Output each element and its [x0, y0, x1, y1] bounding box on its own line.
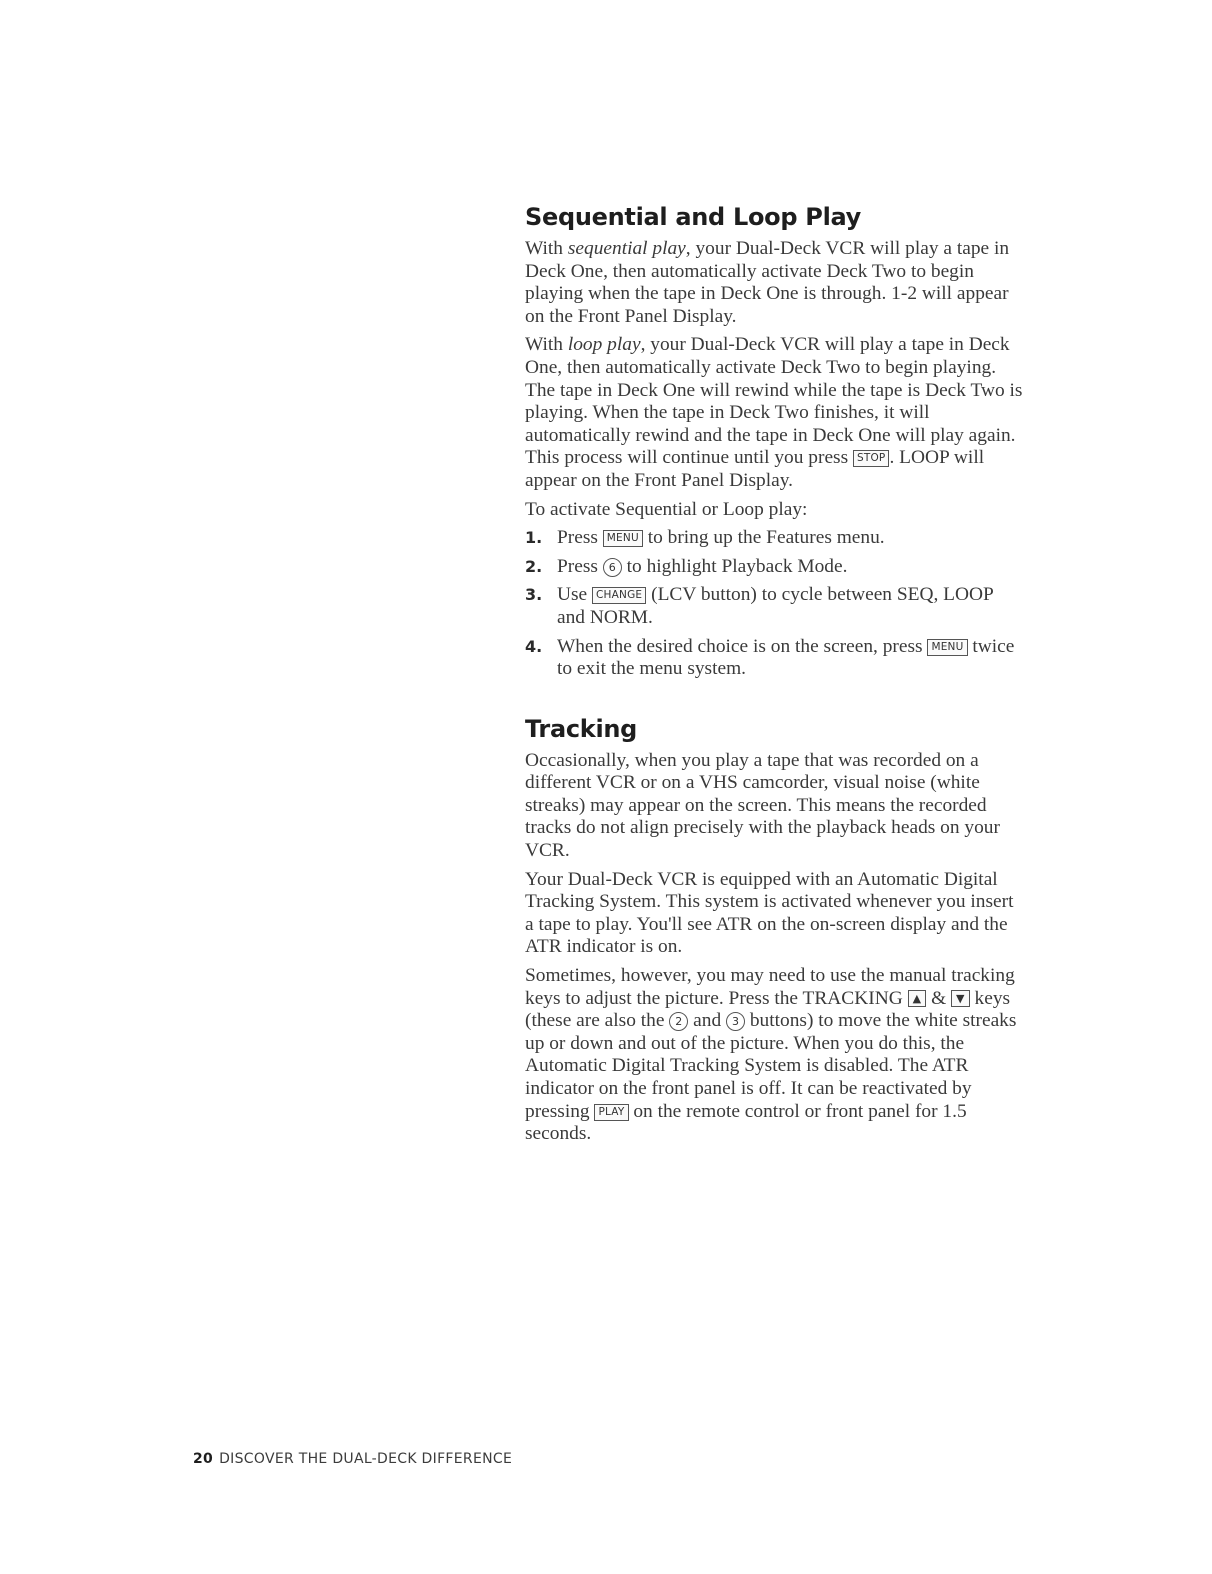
text-run: buttons) to move the white streaks up or down and out of the picture. When you do this, the Automatic Digital Tracking System is disabled. The ATR indicator on the front panel is off. It can be reactivated by pressing	[525, 1010, 1017, 1122]
text-run: With	[525, 334, 568, 356]
step-item	[525, 636, 1025, 681]
paragraph-manual-tracking	[525, 965, 1025, 1146]
text-run: With	[525, 238, 568, 259]
page-footer	[193, 1451, 512, 1467]
text-run: &	[926, 987, 952, 1009]
play-key-icon: PLAY	[594, 1104, 628, 1121]
text-run: to highlight Playback Mode.	[621, 555, 848, 577]
text-run: When the desired choice is on the screen, press	[557, 635, 928, 657]
text-run: (LCV button) to cycle between SEQ, LOOP and NORM.	[557, 584, 994, 628]
step-number: 4.	[525, 636, 543, 656]
step-number: 3.	[525, 585, 543, 605]
menu-key-icon: MENU	[927, 639, 967, 656]
paragraph-tracking-intro: Occasionally, when you play a tape that was recorded on a different VCR or on a VHS camcorder, visual noise (white streaks) may appear on the screen. This means the recorded tracks do not align precisely with the playback heads on your VCR.	[525, 749, 1000, 862]
paragraph-activate-intro: To activate Sequential or Loop play:	[525, 498, 808, 520]
text-run: , your Dual-Deck VCR will play a tape in Deck One, then automatically activate Deck Two to begin playing. The tape in Deck One will rewind while the tape is Deck Two is playing. When the tape in Deck Two finishes, it will automatically rewind and the tape in Deck One will play again. This process will continue until you press	[525, 334, 1023, 469]
step-number: 2.	[525, 556, 543, 576]
number-6-key-icon: 6	[603, 558, 622, 577]
text-run: to bring up the Features menu.	[642, 527, 885, 549]
step-item	[525, 556, 1025, 579]
number-2-key-icon: 2	[669, 1012, 688, 1031]
text-run: Press	[557, 527, 603, 549]
text-run: Press	[557, 555, 603, 577]
paragraph-loop-play	[525, 334, 1025, 492]
menu-key-icon: MENU	[603, 530, 643, 547]
term-loop-play: loop play	[567, 334, 641, 356]
section-heading-tracking: Tracking	[525, 714, 638, 743]
stop-key-icon: STOP	[853, 450, 889, 467]
step-item	[525, 527, 1025, 550]
footer-title: DISCOVER THE DUAL-DECK DIFFERENCE	[219, 1451, 513, 1467]
page-number: 20	[193, 1451, 214, 1467]
term-sequential-play: sequential play	[567, 238, 686, 259]
text-run: and	[688, 1010, 726, 1032]
step-item	[525, 584, 1025, 629]
text-run: , your Dual-Deck VCR will play a tape in Deck One, then automatically activate Deck Two to begin playing when the tape in Deck One is through. 1-2 will appear on the Front Panel Display.	[525, 238, 1010, 327]
paragraph-sequential-play	[525, 238, 1025, 328]
text-run: Use	[557, 584, 593, 606]
steps-list	[525, 527, 1025, 681]
text-run: on the remote control or front panel for 1.5 seconds.	[525, 1100, 967, 1145]
step-number: 1.	[525, 528, 543, 548]
tracking-up-key-icon: ▲	[908, 990, 927, 1007]
section-heading-sequential: Sequential and Loop Play	[525, 203, 862, 231]
text-run: Sometimes, however, you may need to use the manual tracking keys to adjust the picture. Press the TRACKING	[525, 965, 1015, 1009]
number-3-key-icon: 3	[726, 1012, 745, 1031]
change-key-icon: CHANGE	[592, 587, 646, 604]
text-run: keys (these are also the	[525, 987, 1011, 1032]
text-run: . LOOP will appear on the Front Panel Display.	[525, 447, 985, 491]
text-run: twice to exit the menu system.	[557, 635, 1015, 680]
tracking-down-key-icon: ▼	[951, 990, 970, 1007]
paragraph-atr-system: Your Dual-Deck VCR is equipped with an Automatic Digital Tracking System. This system is activated whenever you insert a tape to play. You'll see ATR on the on-screen display and the ATR indicator is on.	[525, 868, 1014, 958]
main-column	[525, 203, 1025, 1152]
